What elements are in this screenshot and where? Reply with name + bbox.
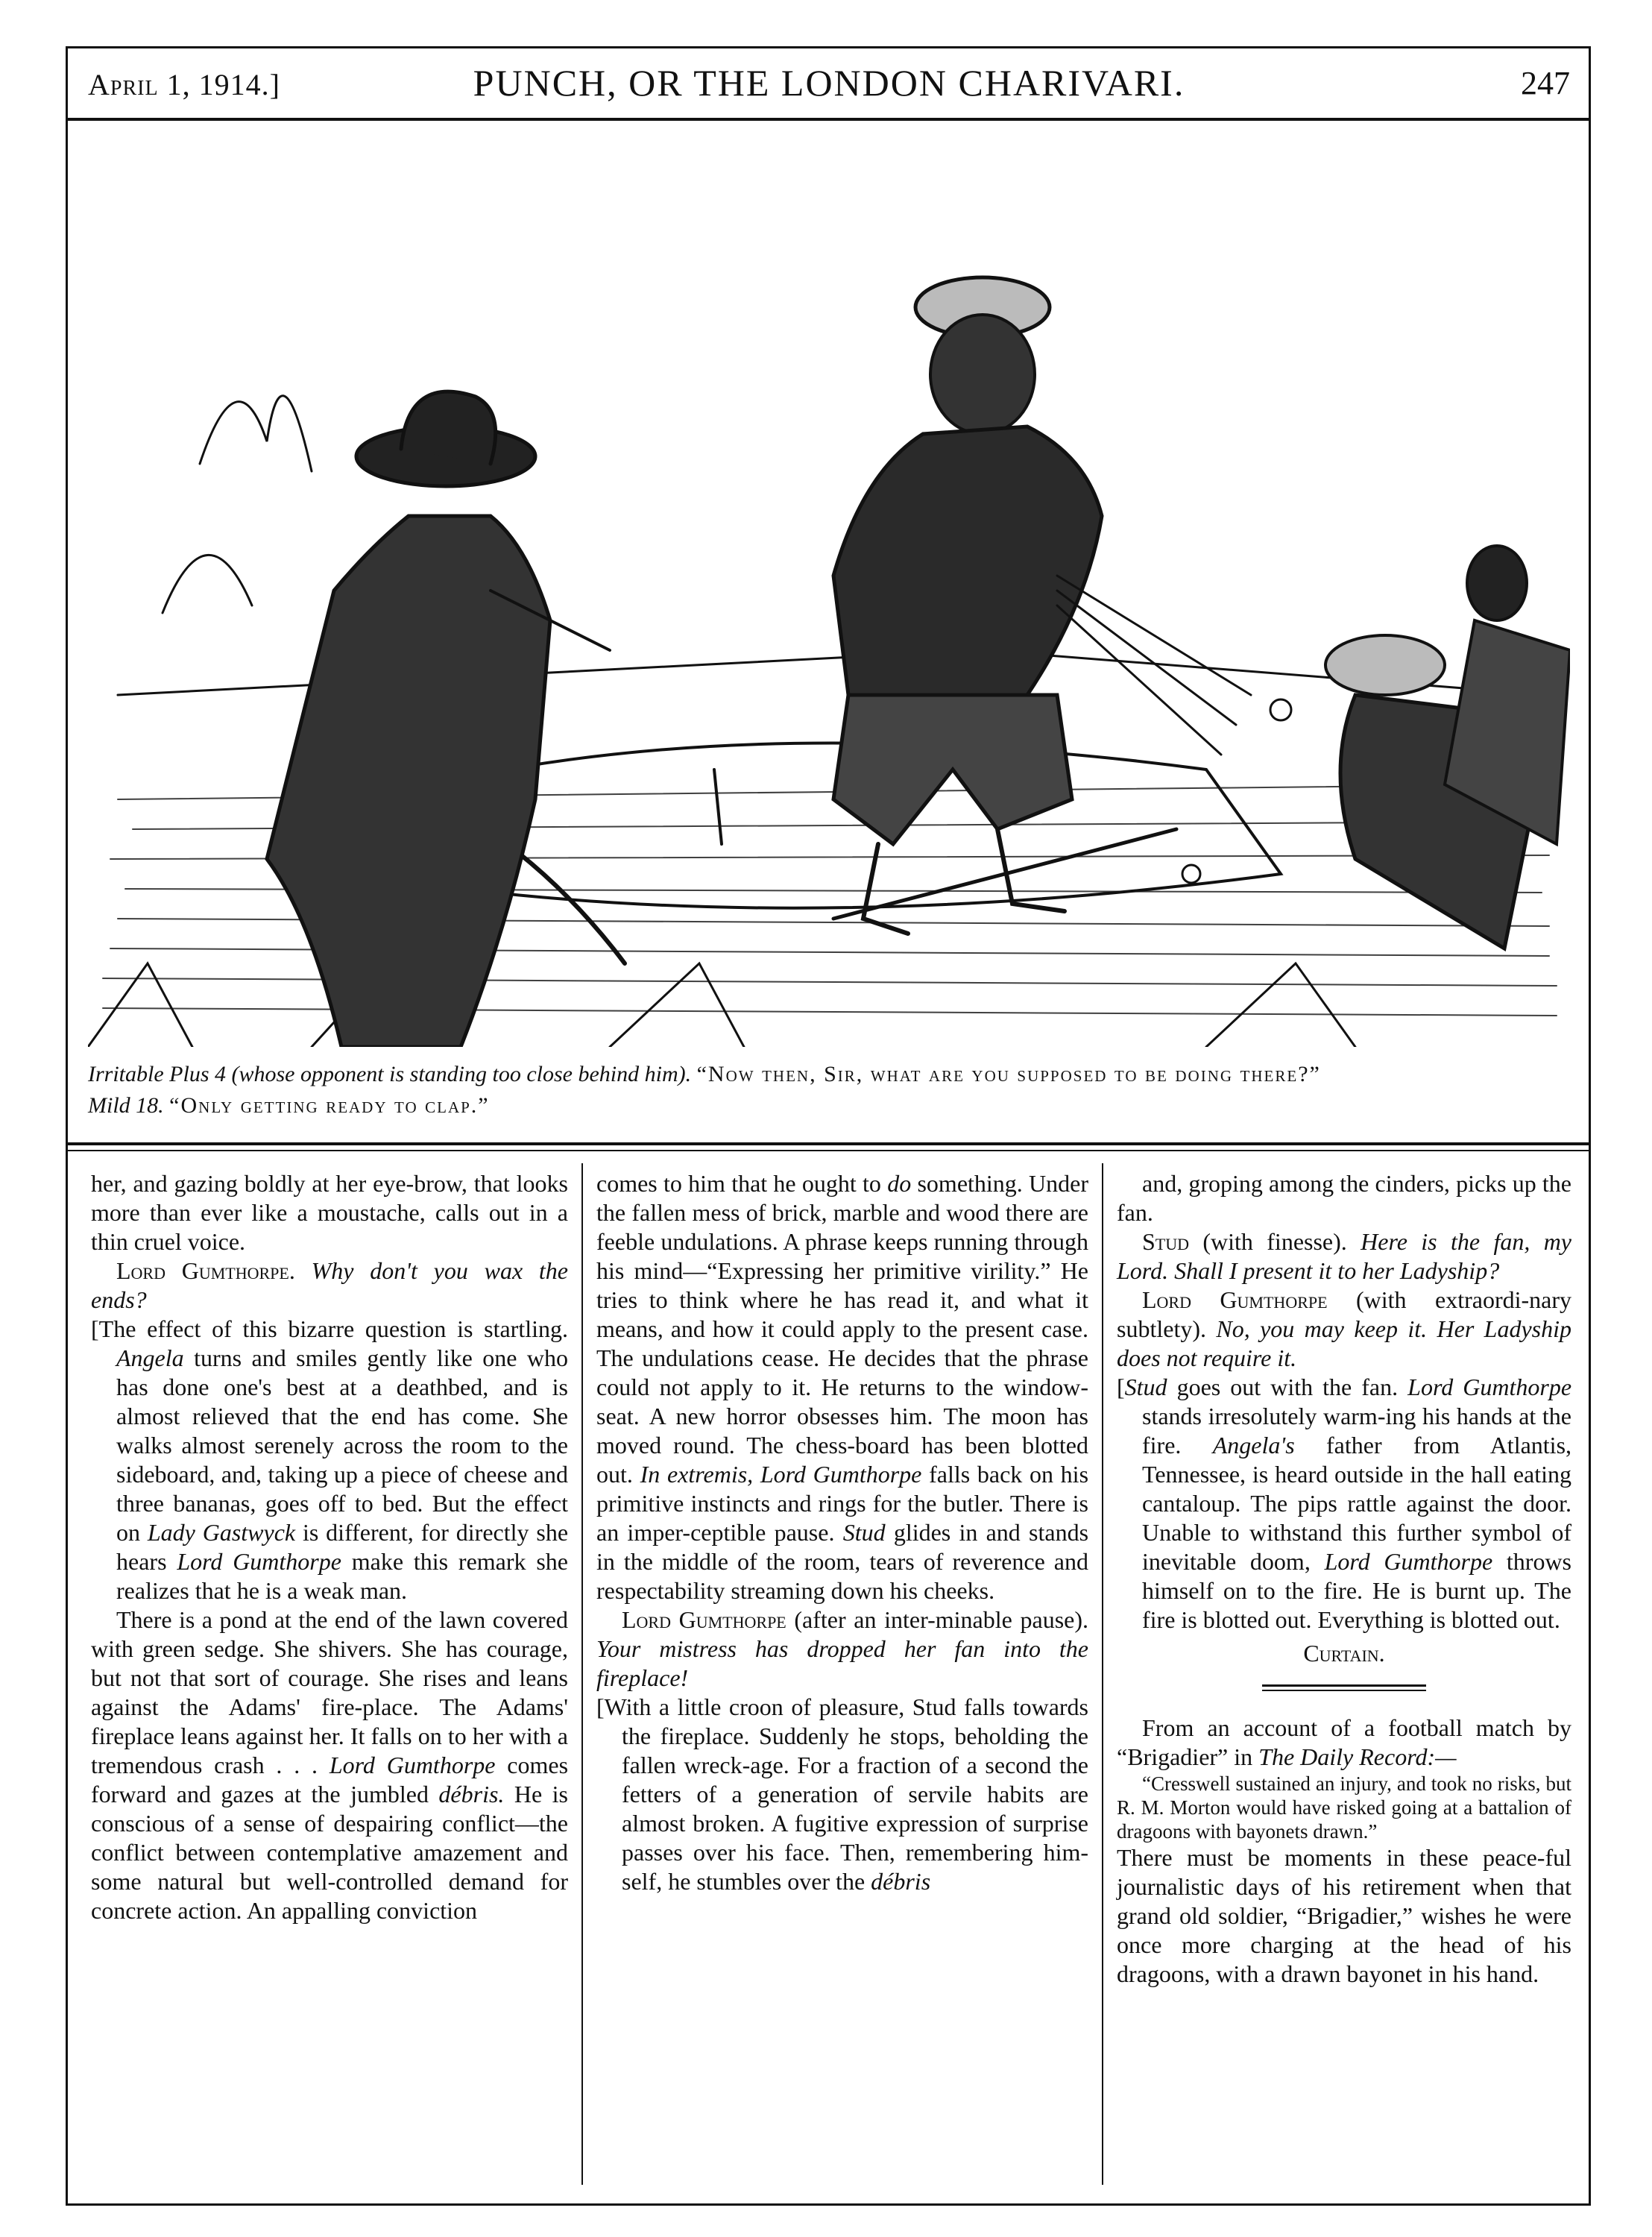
col1-paragraph-2: [91, 1256, 568, 1315]
issue-date: April 1, 1914.]: [88, 68, 280, 101]
text-run: father from Atlantis, Tennessee, is heard outside in the hall eating cantaloup. The pips rattle against the door. Unable to withstand this further symbol of inevitable doom,: [1142, 1432, 1572, 1575]
cartoon-drawing: [88, 128, 1570, 1047]
col2-paragraph-1: [596, 1169, 1088, 1605]
character-name: Lord Gumthorpe: [177, 1548, 341, 1575]
text-run: turns and smiles gently like one who has done one's best at a deathbed, and is almost relieved that the end has come. She walks almost serenely across the room to the sideboard, and, taking up a piece of cheese and three bananas, goes off to bed. But the effect on: [116, 1344, 569, 1546]
text-run: (with finesse).: [1202, 1228, 1347, 1255]
caption-speaker-2: Mild 18.: [88, 1093, 164, 1118]
publication-title: PUNCH, OR THE LONDON CHARIVARI.: [473, 62, 1185, 104]
text-run: [: [1117, 1374, 1125, 1400]
col3-paragraph-1: and, groping among the cinders, picks up the fan.: [1117, 1170, 1571, 1226]
speaker-name: Lord Gumthorpe: [622, 1606, 786, 1633]
caption-speaker-1: Irritable Plus 4 (whose opponent is standing too close behind him).: [88, 1062, 692, 1086]
spoken-line: Why don't you wax the ends?: [91, 1257, 569, 1313]
character-name: Lord Gumthorpe: [329, 1752, 496, 1778]
col2-paragraph-3: [596, 1693, 1088, 1896]
character-name: Lady Gastwyck: [147, 1519, 296, 1546]
col3-paragraph-6: There must be moments in these peace-ful journalistic days of his retirement when that grand old soldier, “Brigadier,” wishes he were once more charging at the head of his dragoons, with a drawn bayonet in his hand.: [1117, 1844, 1571, 1987]
col3-paragraph-4: [1117, 1373, 1571, 1635]
page-header: [88, 61, 1570, 113]
character-name: Angela's: [1212, 1432, 1295, 1459]
column-divider-1: [581, 1163, 583, 2185]
text-run: comes forward and gazes at the jumbled: [91, 1752, 569, 1807]
text-run: throws himself on to the fire. He is burnt up. The fire is blotted out. Everything is blotted out.: [1142, 1548, 1571, 1633]
character-name: Angela: [116, 1344, 184, 1371]
text-run: goes out with the fan.: [1176, 1374, 1399, 1400]
page-number: 247: [1521, 65, 1570, 101]
text-run: stands irresolutely warm-ing his hands at the fire.: [1142, 1403, 1571, 1459]
text-column-2: [596, 1169, 1088, 2183]
column-divider-2: [1102, 1163, 1103, 2185]
caption-rule: [66, 1142, 1591, 1145]
speaker-name: Stud: [1142, 1228, 1190, 1255]
text-column-3: [1117, 1169, 1571, 2183]
text-run: something. Under the fallen mess of brick, marble and wood there are feeble undulations. A phrase keeps running through his mind—“Expressing her primitive virility.” He tries to think where he has read it, and what it means, and how it could apply to the present case. The undulations cease. He decides that the phrase could not apply to it. He returns to the window-seat. A new horror obsesses him. The moon has moved round. The chess-board has been blotted out.: [596, 1170, 1089, 1488]
col3-paragraph-2: [1117, 1227, 1571, 1286]
character-name: Lord Gumthorpe: [1324, 1548, 1493, 1575]
text-run: (after an inter-minable pause).: [794, 1606, 1089, 1633]
italic-word: do: [887, 1170, 912, 1197]
text-run: He is conscious of a sense of despairing conflict—the conflict between contemplative amazement and some natural but well-controlled demand for concrete action. An appalling conviction: [91, 1781, 569, 1924]
caption-speech-2: “Only getting ready to clap.”: [169, 1093, 490, 1118]
text-run: [The effect of this bizarre question is startling.: [91, 1315, 568, 1342]
section-divider: [1262, 1684, 1426, 1691]
text-run: From an account of a football match by “Brigadier” in: [1117, 1714, 1571, 1770]
caption-rule-thin: [66, 1150, 1591, 1151]
col3-paragraph-5: [1117, 1714, 1571, 1772]
caption-line-2: [88, 1090, 1570, 1121]
text-run: falls back on his primitive instincts and rings for the butler. There is an imper-ceptible pause.: [596, 1461, 1089, 1546]
character-name: Lord Gumthorpe: [1407, 1374, 1572, 1400]
col1-paragraph-3: [91, 1315, 568, 1605]
curtain-label: Curtain.: [1303, 1640, 1385, 1667]
text-run: make this remark she realizes that he is a weak man.: [116, 1548, 569, 1604]
col2-paragraph-2: [596, 1605, 1088, 1693]
newspaper-name: The Daily Record:—: [1258, 1743, 1457, 1770]
golf-cartoon-illustration: [88, 128, 1570, 1047]
col3-paragraph-3: [1117, 1286, 1571, 1373]
spoken-line: Your mistress has dropped her fan into the fireplace!: [596, 1635, 1088, 1691]
italic-phrase: In extremis, Lord Gumthorpe: [640, 1461, 922, 1488]
col1-paragraph-1: her, and gazing boldly at her eye-brow, that looks more than ever like a moustache, calls out in a thin cruel voice.: [91, 1170, 568, 1255]
text-run: comes to him that he ought to: [596, 1170, 881, 1197]
speaker-name: Lord Gumthorpe: [1142, 1286, 1328, 1313]
spoken-line: Here is the fan, my Lord. Shall I present it to her Ladyship?: [1117, 1228, 1572, 1284]
speaker-name: Lord Gumthorpe.: [116, 1257, 295, 1284]
italic-word: débris.: [438, 1781, 505, 1807]
quoted-excerpt: “Cresswell sustained an injury, and took no risks, but R. M. Morton would have risked going at a battalion of dragoons with bayonets drawn.”: [1117, 1772, 1571, 1843]
character-name: Stud: [842, 1519, 886, 1546]
illustration-caption: [88, 1059, 1570, 1121]
text-run: (with extraordi-nary subtlety).: [1117, 1286, 1571, 1342]
text-run: glides in and stands in the middle of the room, tears of reverence and respectability streaming down his cheeks.: [596, 1519, 1089, 1604]
character-name: Stud: [1124, 1374, 1167, 1400]
italic-word: débris: [871, 1868, 931, 1895]
col1-paragraph-4: [91, 1605, 568, 1925]
text-run: [With a little croon of pleasure, Stud falls towards the fireplace. Suddenly he stops, beholding the fallen wreck-age. For a fraction of a second the fetters of a generation of servile habits are almost broken. A fugitive expression of surprise passes over his face. Then, remembering him-self, he stumbles over the: [596, 1693, 1088, 1895]
text-run: is different, for directly she hears: [116, 1519, 569, 1575]
caption-line-1: [88, 1059, 1570, 1090]
text-column-1: [91, 1169, 568, 2183]
caption-speech-1: “Now then, Sir, what are you supposed to be doing there?”: [696, 1062, 1321, 1086]
header-rule: [66, 118, 1591, 121]
spoken-line: No, you may keep it. Her Ladyship does not require it.: [1117, 1315, 1572, 1371]
text-run: There is a pond at the end of the lawn covered with green sedge. She shivers. She has courage, but not that sort of courage. She rises and leans against the Adams' fire-place. The Adams' fireplace leans against her. It falls on to her with a tremendous crash . . .: [91, 1606, 568, 1778]
